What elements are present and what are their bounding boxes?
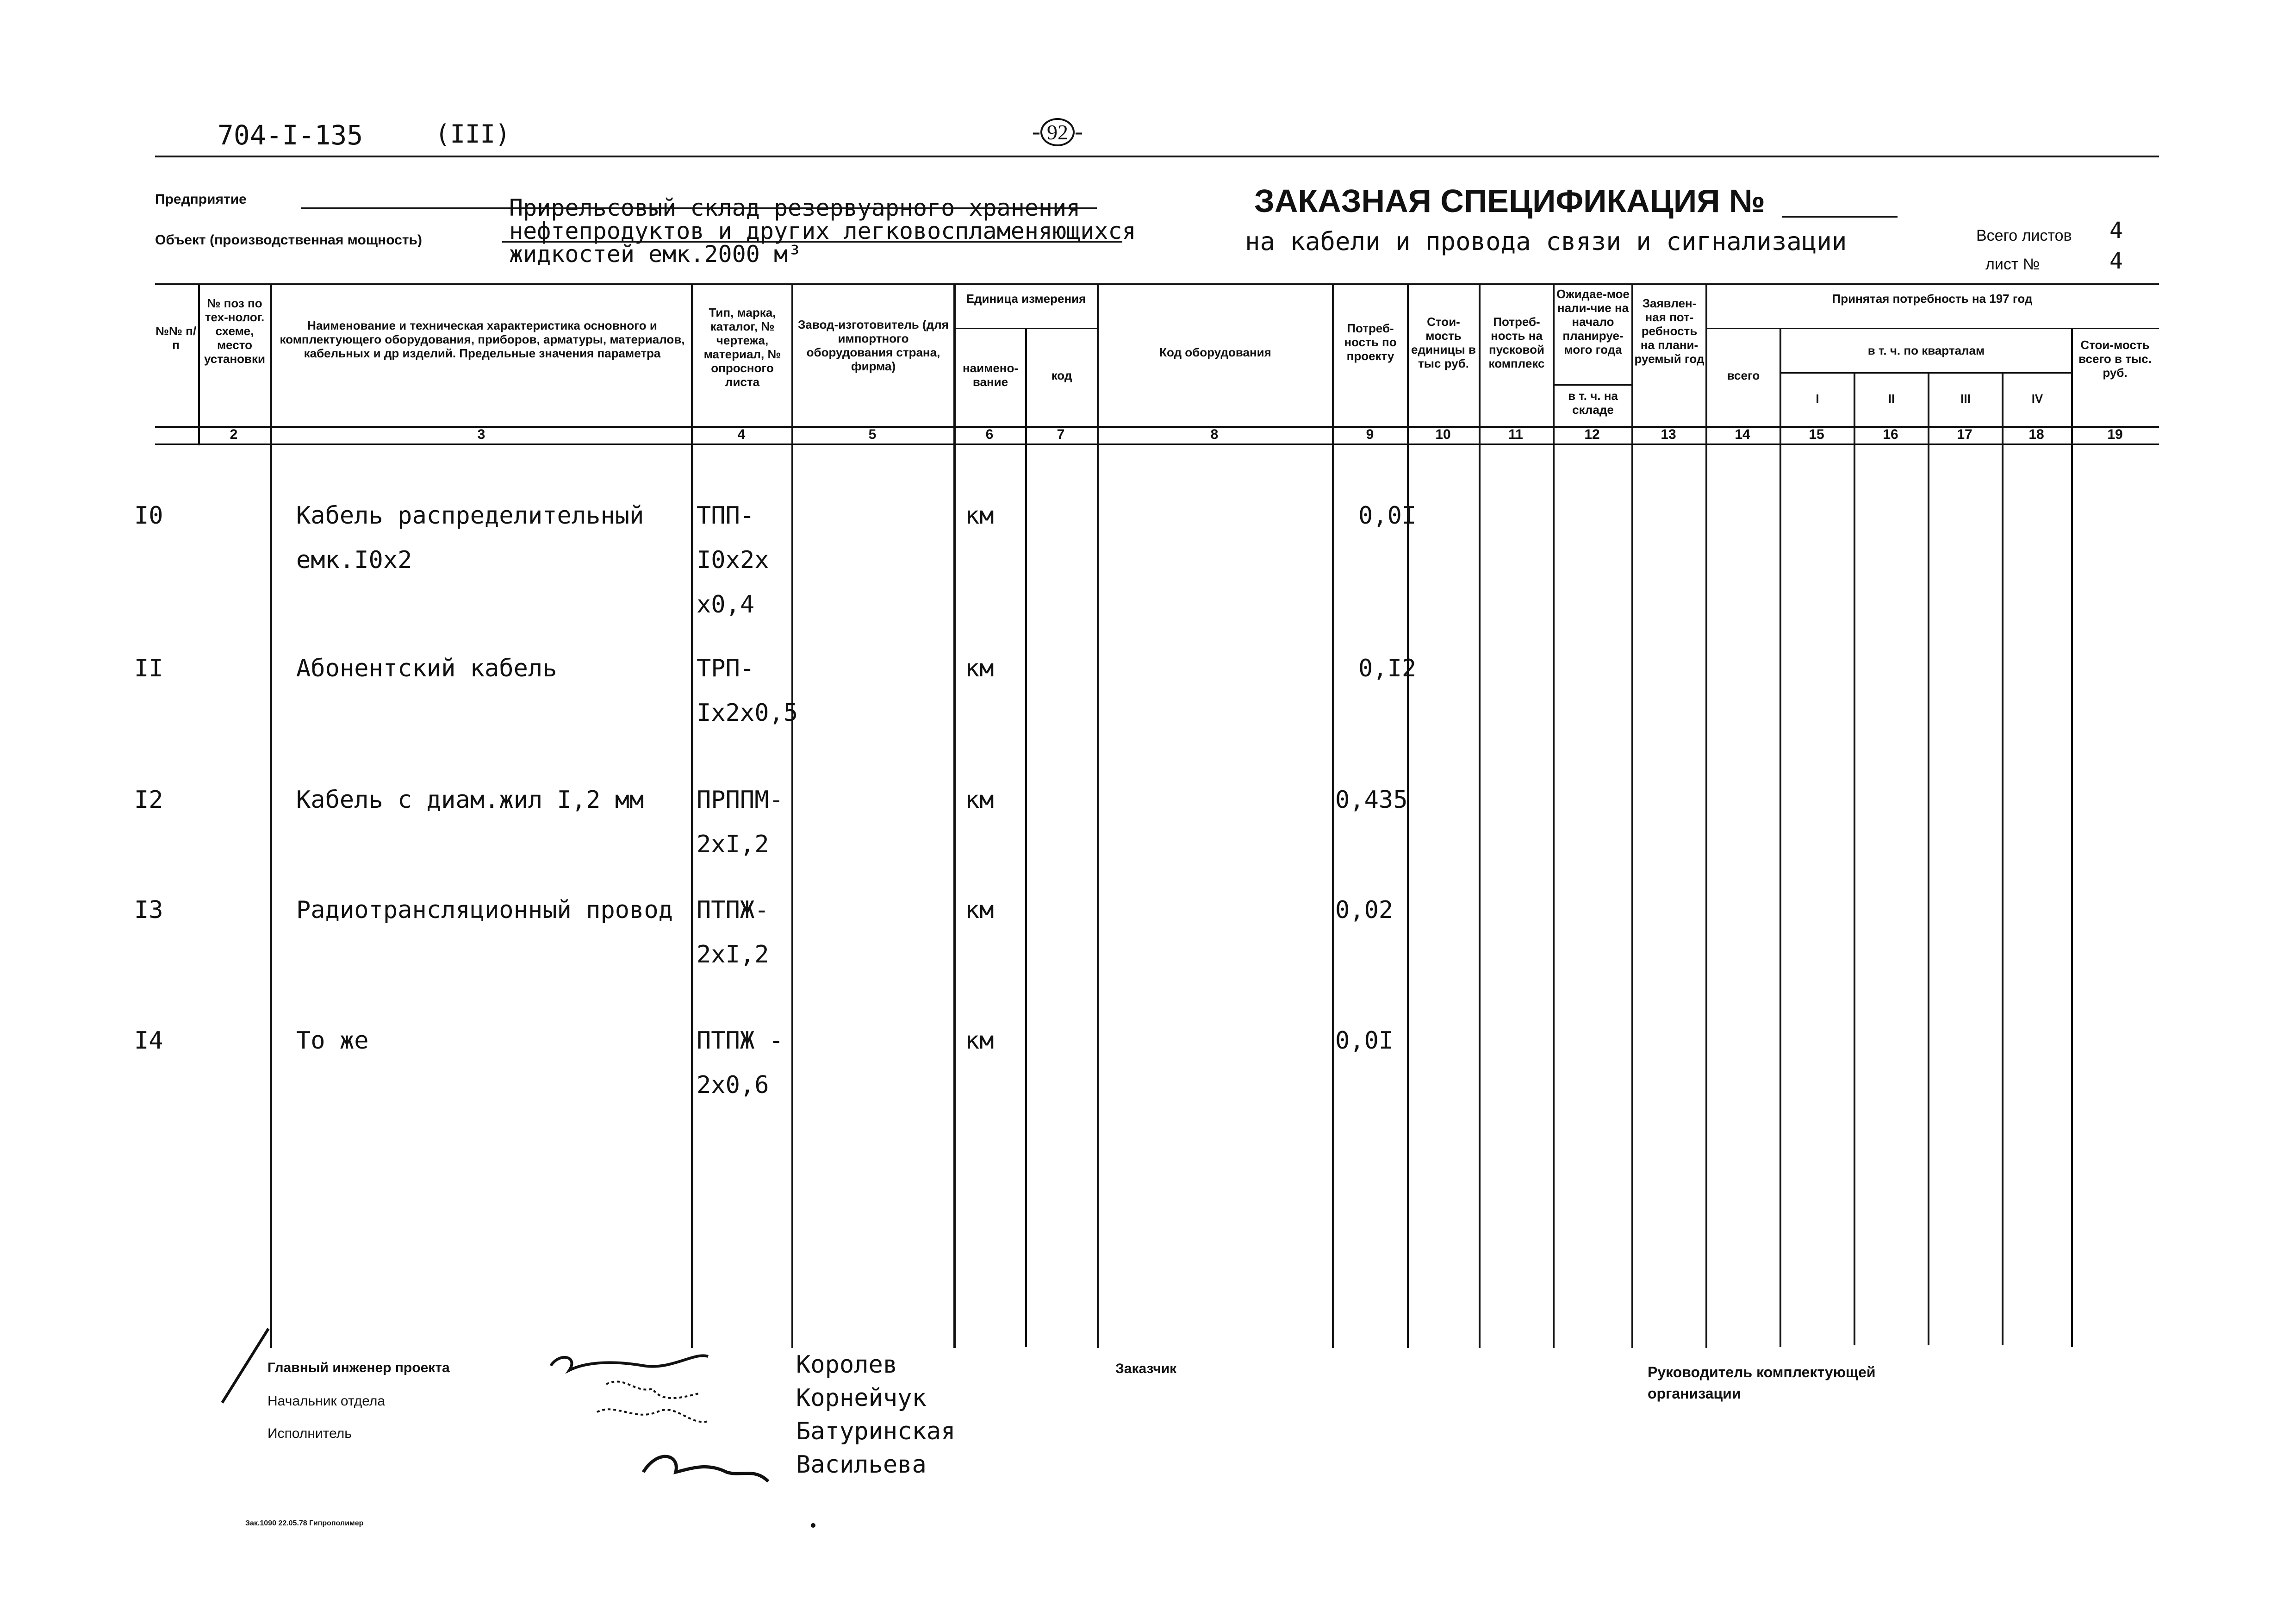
colnum-11: 11	[1508, 427, 1523, 442]
colnum-14: 14	[1735, 427, 1750, 442]
colnum-4: 4	[737, 427, 746, 442]
vline-c16	[1854, 373, 1855, 1345]
vline-c19	[2071, 329, 2073, 1347]
colnum-15: 15	[1809, 427, 1824, 442]
header-c1: №№ п/п	[155, 324, 197, 352]
row-qty: 0,0I	[1335, 1027, 1394, 1055]
row-type-line: х0,4	[697, 591, 755, 618]
header-c2: № поз по тех-нолог. схеме, место установки	[204, 296, 266, 366]
header-c5: Завод-изготовитель (для импортного оборудования страна, фирма)	[798, 318, 949, 373]
sheet-value: 4	[2109, 248, 2123, 274]
row-name-line: Кабель распределительный	[296, 502, 644, 530]
handwritten-signatures	[541, 1333, 801, 1509]
header-c12b: в т. ч. на складе	[1568, 389, 1618, 417]
row-unit: км	[965, 655, 994, 682]
header-c7: код	[1051, 369, 1072, 382]
total-sheets-value: 4	[2109, 218, 2123, 244]
colnum-10: 10	[1435, 427, 1451, 442]
header-c11: Потреб-ность на пусковой комплекс	[1488, 315, 1545, 370]
vline-c17	[1928, 373, 1929, 1345]
quarters-subheader-line	[1780, 372, 2073, 374]
vline-c13	[1631, 283, 1633, 1348]
colnum-6: 6	[985, 427, 994, 442]
row-type-line: ПРППМ-	[697, 786, 784, 814]
vline-c4	[691, 283, 693, 1348]
sheet-label: лист №	[1985, 256, 2040, 273]
colnum-3: 3	[477, 427, 485, 442]
vline-c7	[1025, 329, 1027, 1347]
colnum-9: 9	[1366, 427, 1374, 442]
row-type-line: Iх2х0,5	[697, 699, 798, 727]
row-name-line: емк.I0х2	[296, 546, 412, 574]
vline-c6	[953, 283, 956, 1348]
document-part: (III)	[435, 119, 510, 149]
table-top-line	[155, 283, 2159, 285]
vline-c12	[1553, 283, 1555, 1348]
vline-c11	[1479, 283, 1481, 1348]
ink-dot	[811, 1523, 815, 1528]
colnum-16: 16	[1883, 427, 1898, 442]
spec-number-line	[1782, 216, 1898, 218]
header-c67: Единица измерения	[966, 292, 1086, 306]
colnum-2: 2	[230, 427, 238, 442]
signature-name: Батуринская	[796, 1418, 956, 1445]
colnum-5: 5	[868, 427, 877, 442]
row-type-line: 2х0,6	[697, 1071, 769, 1099]
page-number-dash: -	[1032, 117, 1040, 145]
print-note: Зак.1090 22.05.78 Гипрополимер	[245, 1519, 364, 1527]
spec-subtitle: на кабели и провода связи и сигнализации	[1245, 227, 1847, 256]
header-c9: Потреб-ность по проекту	[1344, 321, 1397, 363]
top-rule	[155, 156, 2159, 157]
header-c3: Наименование и техническая характеристика основного и комплектующего оборудования, приборов, арматуры, материалов, кабельных и др изделий. Предельные значения параметра	[280, 319, 685, 360]
header-c13: Заявлен-ная пот-ребность на плани-руемый год	[1634, 296, 1705, 366]
vline-c14	[1705, 283, 1707, 1348]
header-c8: Код оборудования	[1159, 345, 1271, 359]
signature-name: Королев	[796, 1351, 898, 1379]
header-c15-18: в т. ч. по кварталам	[1867, 344, 1985, 357]
chief-engineer-label: Главный инженер проекта	[268, 1360, 450, 1375]
header-q2: II	[1888, 392, 1895, 406]
org-head-label-2: организации	[1648, 1385, 1741, 1402]
row-unit: км	[965, 1027, 994, 1055]
header-q4: IV	[2031, 392, 2043, 406]
row-num: I0	[134, 502, 163, 530]
table-colnum-bottom-line	[155, 443, 2159, 445]
enterprise-label: Предприятие	[155, 192, 247, 207]
object-line-3: жидкостей емк.2000 м³	[509, 241, 802, 268]
header-c4: Тип, марка, каталог, № чертежа, материал, № опросного листа	[703, 306, 781, 389]
table-header-bottom-line	[155, 426, 2159, 428]
row-qty: 0,0I	[1358, 502, 1417, 530]
row-num: I2	[134, 786, 163, 814]
row-num: I3	[134, 896, 163, 924]
row-name-line: Радиотрансляционный провод	[296, 896, 673, 924]
header-q1: I	[1816, 392, 1819, 406]
department-head-label: Начальник отдела	[268, 1393, 386, 1409]
colnum-18: 18	[2028, 427, 2044, 442]
header-c14-18: Принятая потребность на 197 год	[1832, 292, 2033, 306]
spec-title-text: ЗАКАЗНАЯ СПЕЦИФИКАЦИЯ №	[1254, 183, 1765, 219]
row-name-line: Кабель с диам.жил I,2 мм	[296, 786, 644, 814]
document-code: 704-I-135	[218, 119, 363, 151]
header-c19: Стои-мость всего в тыс. руб.	[2078, 338, 2152, 380]
object-line-1: Прирельсовый склад резервуарного хранения	[509, 194, 1081, 221]
colnum-17: 17	[1957, 427, 1972, 442]
colnum-12: 12	[1584, 427, 1600, 442]
vline-c8	[1097, 283, 1099, 1348]
vline-c9	[1332, 283, 1334, 1348]
colnum-19: 19	[2107, 427, 2123, 442]
colnum-8: 8	[1210, 427, 1219, 442]
header-c10: Стои-мость единицы в тыс руб.	[1411, 315, 1476, 370]
header-q3: III	[1960, 392, 1971, 406]
vline-c18	[2002, 373, 2004, 1345]
row-qty: 0,02	[1335, 896, 1394, 924]
row-unit: км	[965, 786, 994, 814]
row-qty: 0,I2	[1358, 655, 1417, 682]
object-line-2: нефтепродуктов и других легковоспламеняющихся	[509, 218, 1136, 244]
object-label: Объект (производственная мощность)	[155, 232, 422, 248]
row-name-line: То же	[296, 1027, 369, 1055]
header-c14: всего	[1727, 369, 1760, 382]
vline-c3	[270, 283, 272, 1348]
executor-label: Исполнитель	[268, 1426, 352, 1441]
unit-subheader-line	[953, 328, 1098, 329]
colnum-7: 7	[1057, 427, 1065, 442]
page-number	[1032, 117, 1083, 146]
signature-name: Васильева	[796, 1451, 927, 1479]
vline-c5	[791, 283, 793, 1348]
row-type-line: I0х2х	[697, 546, 769, 574]
header-c12: Ожидае-мое нали-чие на начало планируе-мого года	[1556, 287, 1630, 356]
page-number-dash-right: -	[1074, 117, 1083, 145]
org-head-label-1: Руководитель комплектующей	[1648, 1364, 1876, 1380]
row-type-line: 2хI,2	[697, 831, 769, 858]
total-sheets-label: Всего листов	[1976, 227, 2072, 244]
row-type-line: ПТПЖ -	[697, 1027, 784, 1055]
row-type-line: ТПП-	[697, 502, 755, 530]
accepted-subheader-line	[1705, 328, 2159, 329]
header-c6: наимено-вание	[962, 361, 1019, 389]
spec-title	[1254, 182, 1765, 219]
row-name-line: Абонентский кабель	[296, 655, 557, 682]
row-num: II	[134, 655, 163, 682]
colnum-13: 13	[1661, 427, 1676, 442]
vline-c15	[1780, 329, 1781, 1347]
customer-label: Заказчик	[1115, 1361, 1177, 1376]
row-unit: км	[965, 502, 994, 530]
row-num: I4	[134, 1027, 163, 1055]
row-unit: км	[965, 896, 994, 924]
stock-subheader-line	[1553, 384, 1631, 386]
row-type-line: ТРП-	[697, 655, 755, 682]
page-number-value: 92	[1040, 118, 1075, 146]
row-type-line: ПТПЖ-	[697, 896, 769, 924]
row-type-line: 2хI,2	[697, 941, 769, 968]
row-qty: 0,435	[1335, 786, 1408, 814]
signature-name: Корнейчук	[796, 1384, 927, 1412]
